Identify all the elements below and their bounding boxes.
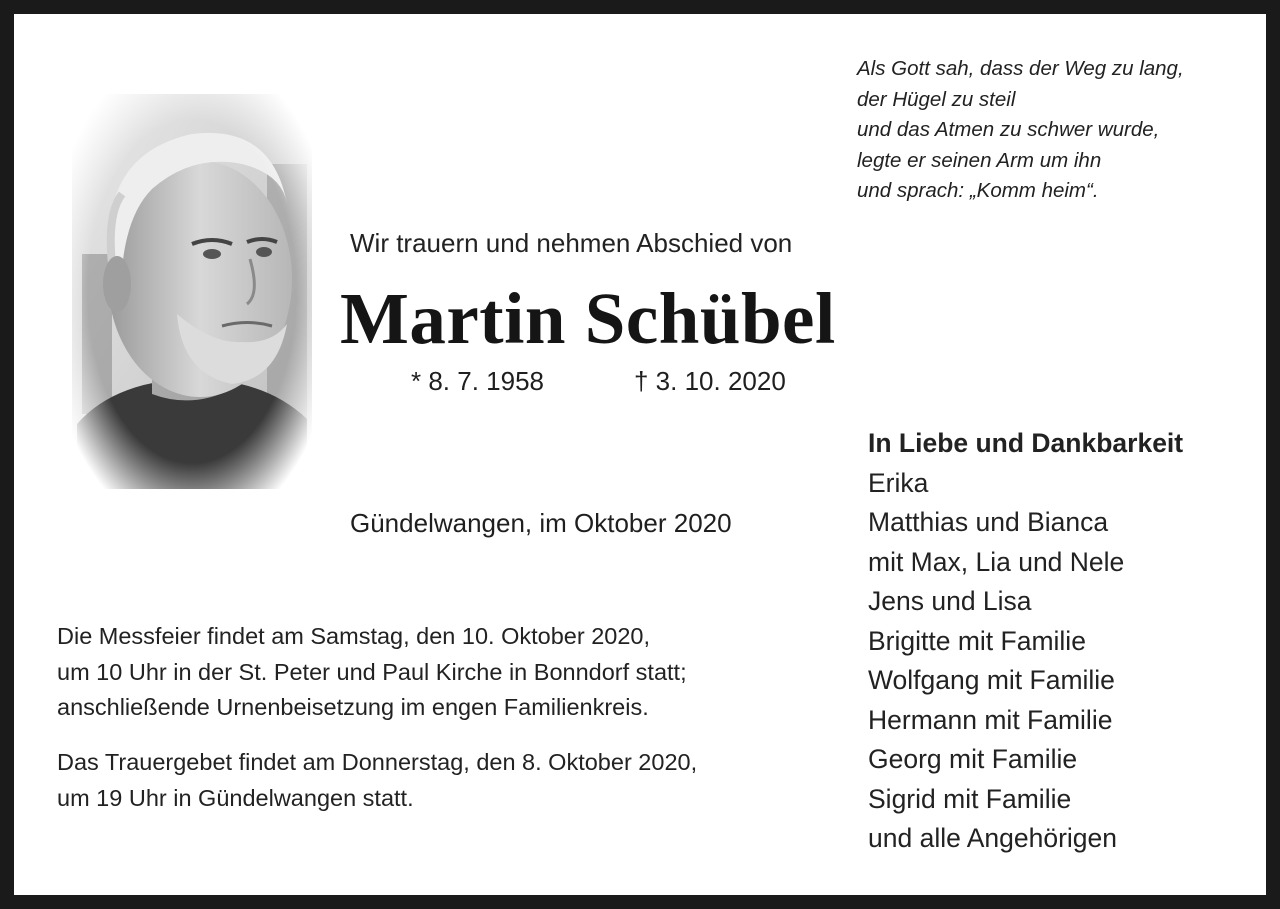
family-list [868,424,1183,859]
birth-date: * 8. 7. 1958 [411,366,544,396]
place-date: Gündelwangen, im Oktober 2020 [350,508,732,538]
obituary-notice [14,14,1266,895]
prayer-info [57,745,697,816]
mass-info [57,619,687,726]
mass-line: um 10 Uhr in der St. Peter und Paul Kirche in Bonndorf statt; [57,658,687,685]
family-member: Wolfgang mit Familie [868,665,1115,695]
prayer-line: Das Trauergebet findet am Donnerstag, den 8. Oktober 2020, [57,749,698,775]
family-member: Hermann mit Familie [868,704,1113,735]
portrait-photo [72,94,312,489]
verse-line: und das Atmen zu schwer wurde, [857,118,1160,141]
family-member: und alle Angehörigen [868,823,1118,853]
poem-verse [857,54,1184,207]
verse-line: und sprach: „Komm heim“. [857,179,1099,202]
intro-text: Wir trauern und nehmen Abschied von [350,228,793,258]
family-heading: In Liebe und Dankbarkeit [868,428,1184,458]
family-member: Erika [868,467,929,498]
verse-line: legte er seinen Arm um ihn [857,148,1102,172]
family-member: Matthias und Bianca [868,507,1109,537]
portrait-photo-icon [72,94,312,489]
family-member: Brigitte mit Familie [868,625,1086,656]
deceased-name: Martin Schübel [340,278,836,359]
mass-line: anschließende Urnenbeisetzung im engen Familienkreis. [57,694,649,720]
family-member: Georg mit Familie [868,744,1078,774]
verse-line: der Hügel zu steil [857,87,1016,111]
prayer-line: um 19 Uhr in Gündelwangen statt. [57,784,414,811]
death-date: † 3. 10. 2020 [634,366,786,396]
verse-line: Als Gott sah, dass der Weg zu lang, [857,57,1184,80]
mass-line: Die Messfeier findet am Samstag, den 10. Oktober 2020, [57,623,651,649]
family-member: mit Max, Lia und Nele [868,546,1125,577]
family-member: Sigrid mit Familie [868,783,1072,814]
family-member: Jens und Lisa [868,586,1032,616]
